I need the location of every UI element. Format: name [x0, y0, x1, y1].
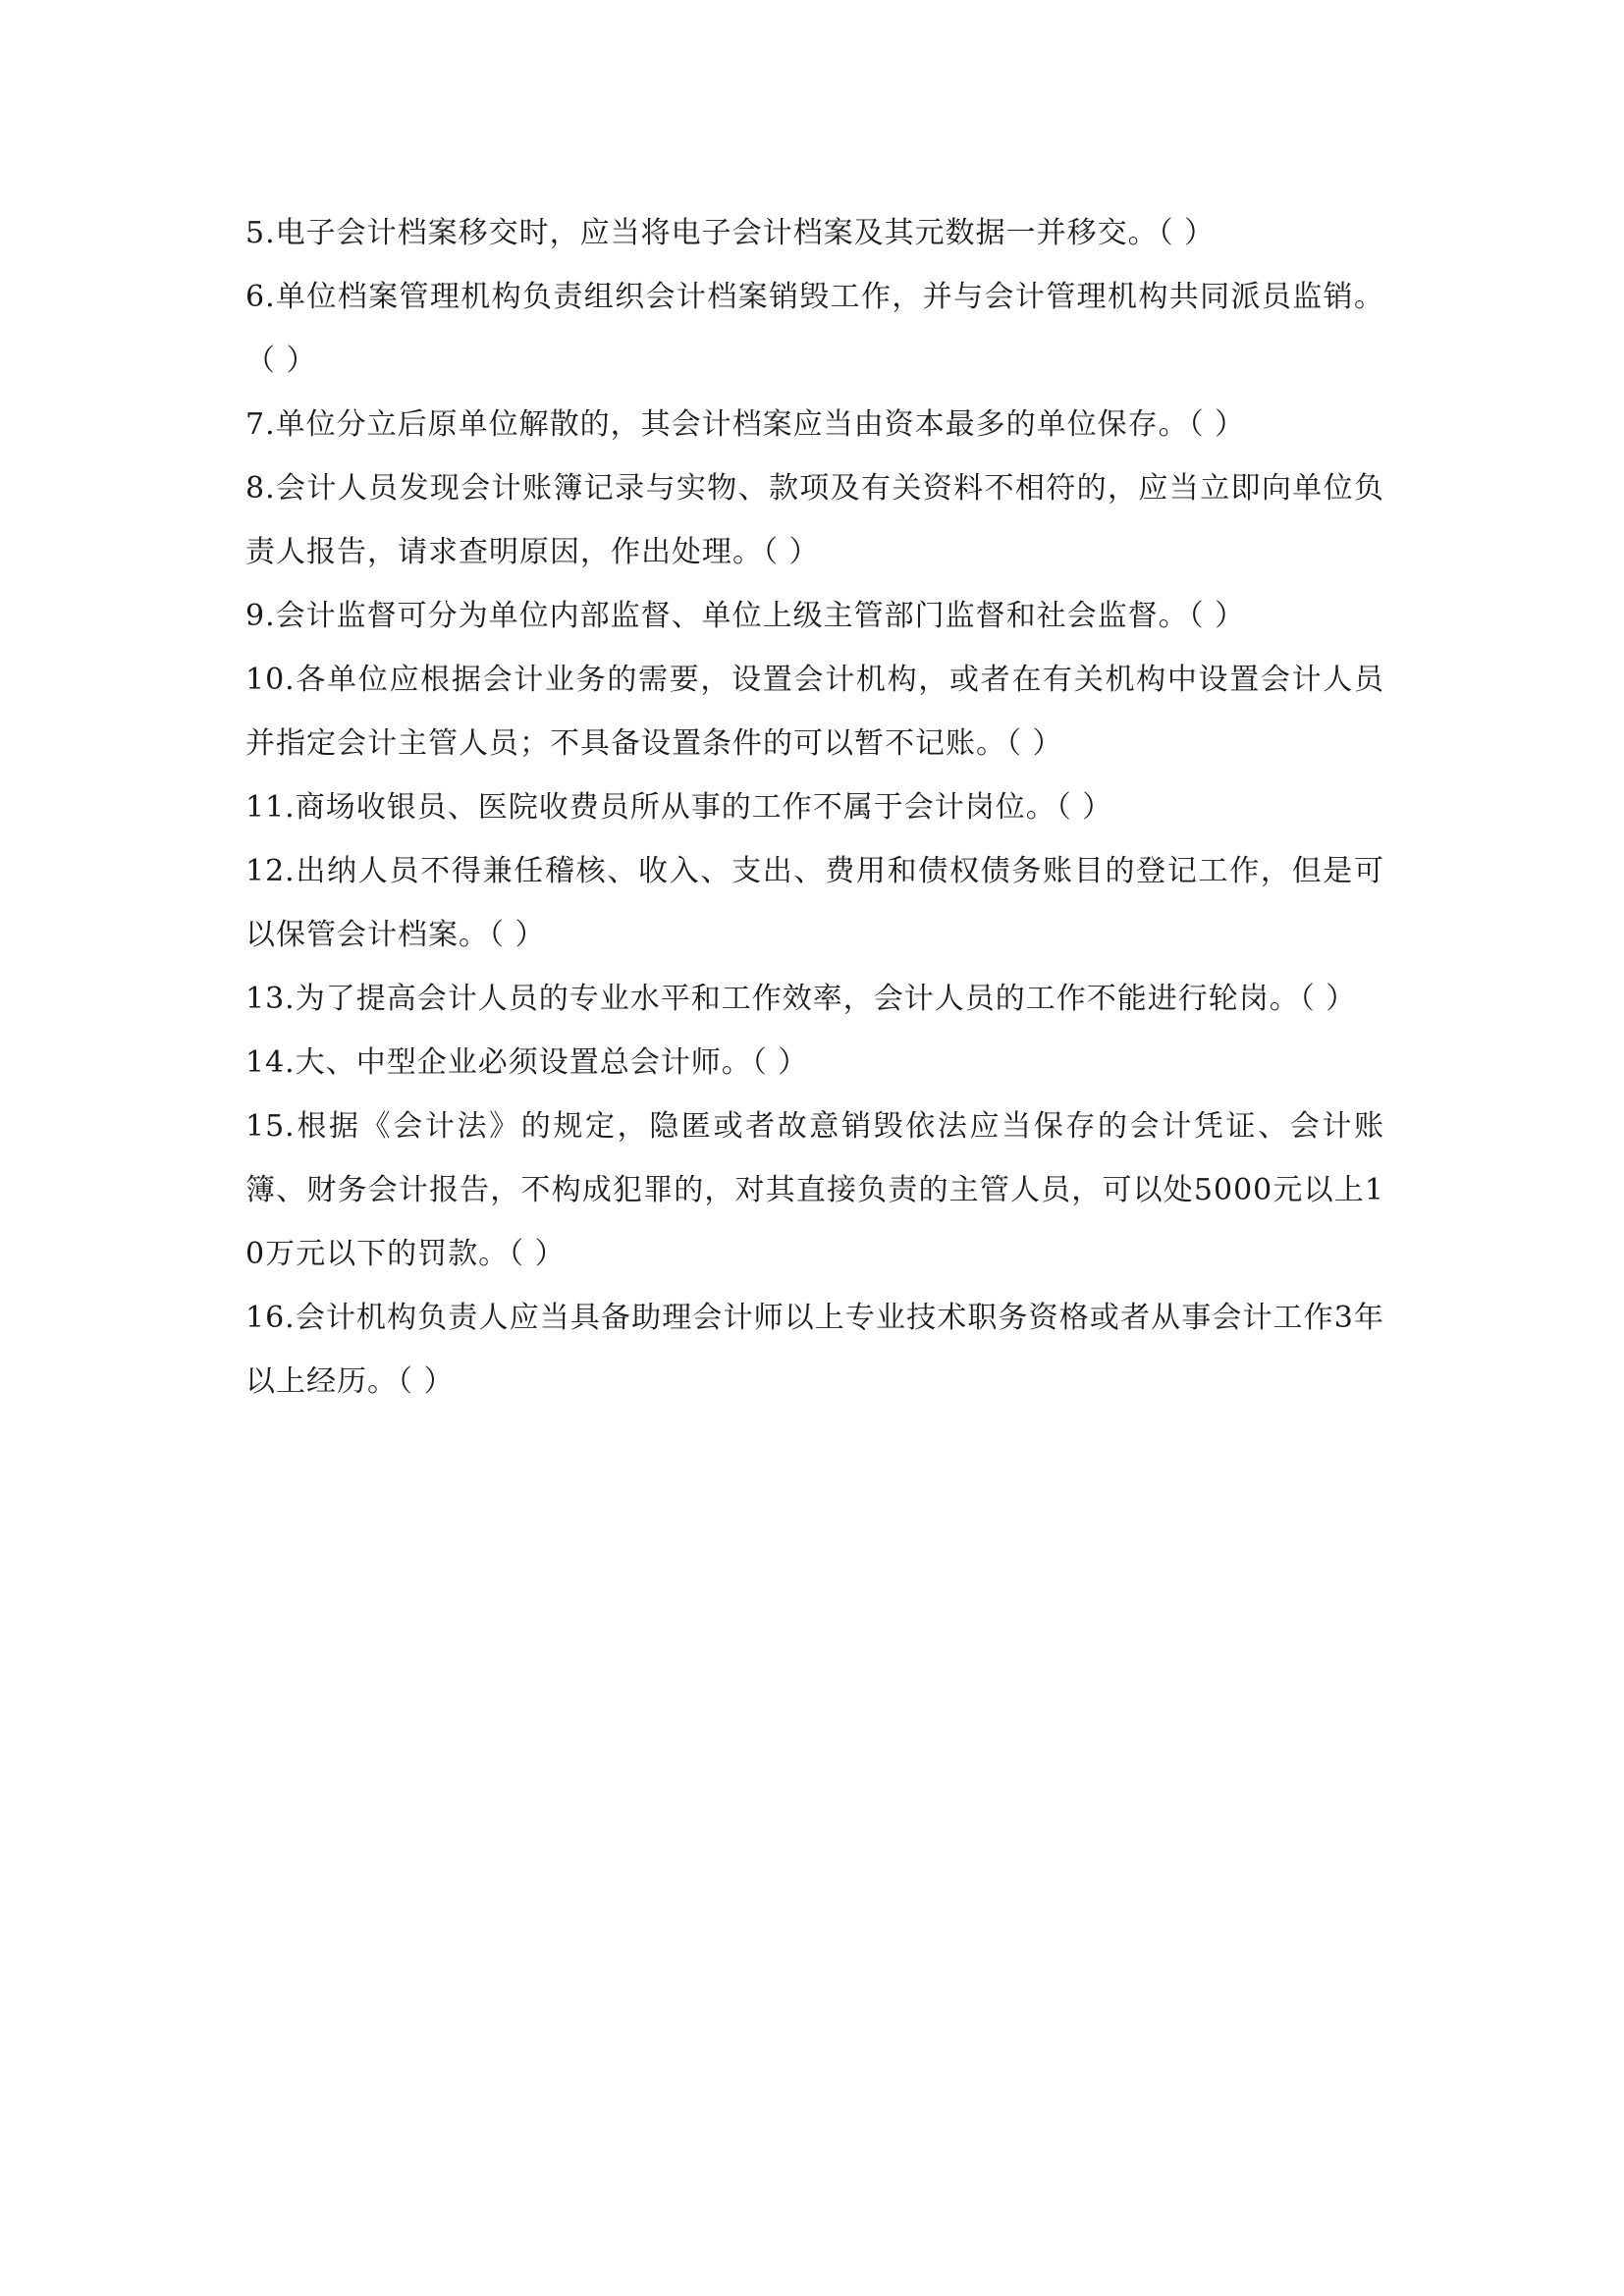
- question-item: 6.单位档案管理机构负责组织会计档案销毁工作，并与会计管理机构共同派员监销。（ ）: [245, 280, 1384, 378]
- question-item: 8.会计人员发现会计账簿记录与实物、款项及有关资料不相符的，应当立即向单位负责人报告，请求查明原因，作出处理。（ ）: [245, 471, 1384, 569]
- question-item: 11.商场收银员、医院收费员所从事的工作不属于会计岗位。（ ）: [245, 790, 1113, 825]
- question-item: 13.为了提高会计人员的专业水平和工作效率，会计人员的工作不能进行轮岗。（ ）: [245, 982, 1357, 1016]
- question-item: 16.会计机构负责人应当具备助理会计师以上专业技术职务资格或者从事会计工作3年以上经历。（ ）: [245, 1301, 1384, 1399]
- question-item: 5.电子会计档案移交时，应当将电子会计档案及其元数据一并移交。（ ）: [245, 216, 1216, 250]
- question-item: 14.大、中型企业必须设置总会计师。（ ）: [245, 1045, 809, 1080]
- question-item: 12.出纳人员不得兼任稽核、收入、支出、费用和债权债务账目的登记工作，但是可以保管会计档案。（ ）: [245, 854, 1384, 952]
- question-item: 15.根据《会计法》的规定，隐匿或者故意销毁依法应当保存的会计凭证、会计账簿、财务会计报告，不构成犯罪的，对其直接负责的主管人员，可以处5000元以上10万元以下的罚款。（ ）: [245, 1109, 1384, 1271]
- question-item: 10.各单位应根据会计业务的需要，设置会计机构，或者在有关机构中设置会计人员并指定会计主管人员；不具备设置条件的可以暂不记账。（ ）: [245, 663, 1384, 761]
- question-item: 9.会计监督可分为单位内部监督、单位上级主管部门监督和社会监督。（ ）: [245, 599, 1246, 633]
- question-list: [245, 201, 1384, 1414]
- question-item: 7.单位分立后原单位解散的，其会计档案应当由资本最多的单位保存。（ ）: [245, 407, 1246, 442]
